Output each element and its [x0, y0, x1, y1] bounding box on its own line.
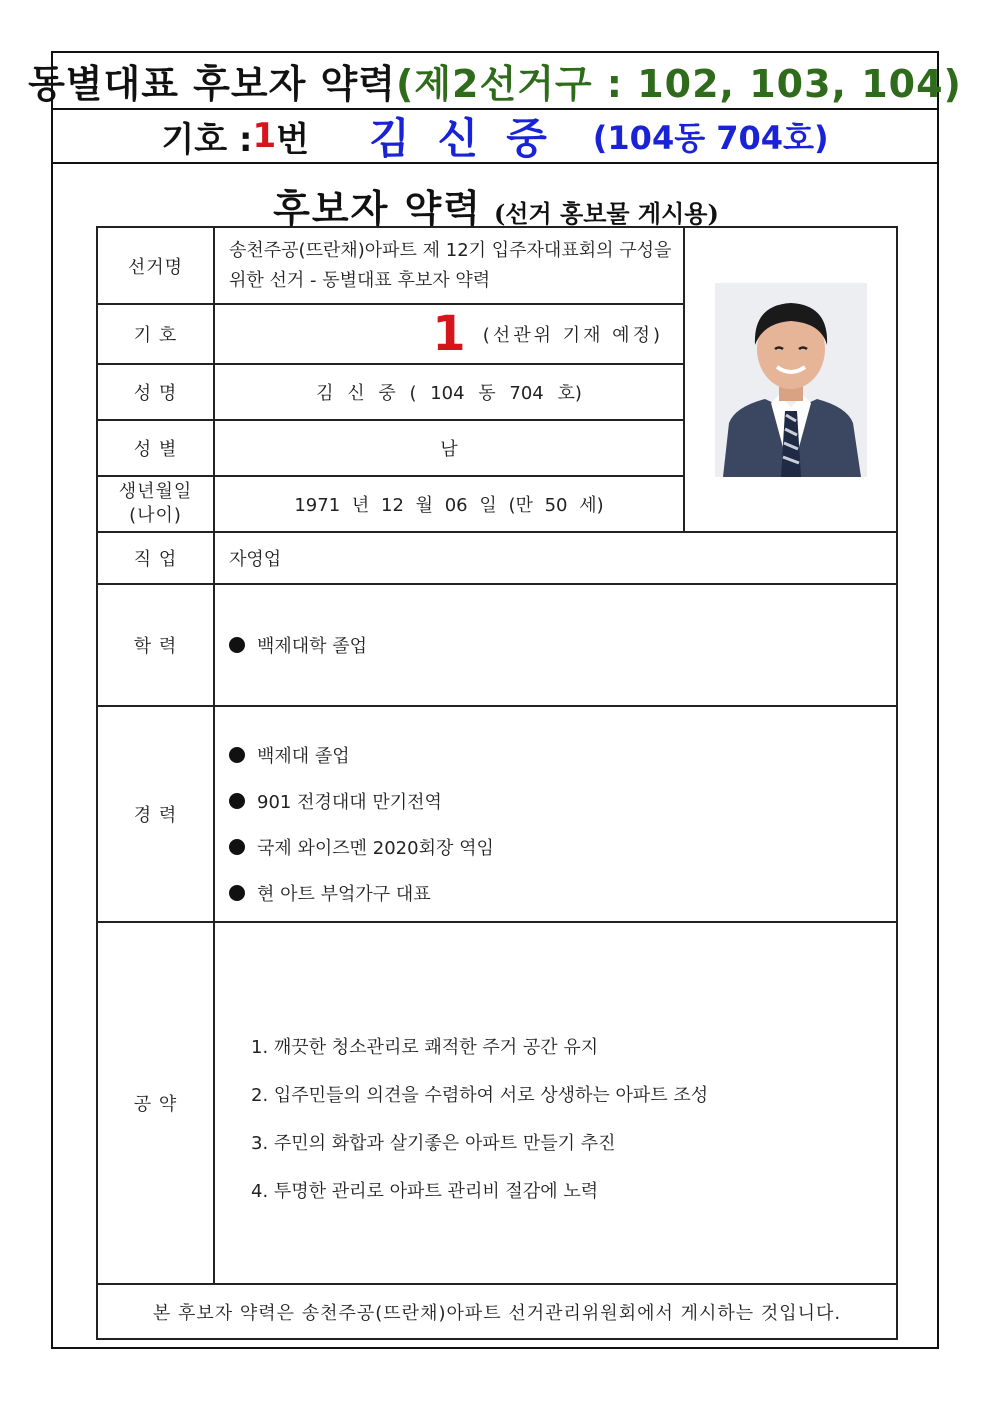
pledge-item: 4. 투명한 관리로 아파트 관리비 절감에 노력: [251, 1180, 599, 1202]
candidate-form: [96, 226, 898, 1340]
symbol-label: 기 호: [97, 304, 214, 364]
birth-label-line2: (나이): [129, 505, 182, 526]
candidate-photo: [715, 283, 867, 477]
pledge-item: 2. 입주민들의 의견을 수렴하여 서로 상생하는 아파트 조성: [251, 1084, 709, 1106]
job-value: 자영업: [214, 532, 897, 584]
symbol-prefix: 기호 :: [161, 119, 253, 160]
career-item: 국제 와이즈멘 2020회장 역임: [229, 834, 895, 860]
symbol-number: 1: [252, 116, 277, 156]
symbol-suffix: 번: [276, 119, 310, 160]
symbol-cell: [214, 304, 684, 364]
birth-value: 1971 년 12 월 06 일 (만 50 세): [214, 476, 684, 532]
header-title: [28, 53, 962, 110]
career-item: 901 전경대대 만기전역: [229, 788, 895, 814]
header-title-district: (제2선거구 : 102, 103, 104): [395, 62, 962, 106]
job-label: 직 업: [97, 532, 214, 584]
pledge-item: 3. 주민의 화합과 살기좋은 아파트 만들기 추진: [251, 1132, 616, 1154]
footer-note: 본 후보자 약력은 송천주공(뜨란채)아파트 선거관리위원회에서 게시하는 것입니다.: [97, 1284, 897, 1339]
document-title-sub: (선거 홍보물 게시용): [493, 199, 719, 228]
pledge-item: 1. 깨끗한 청소관리로 쾌적한 주거 공간 유지: [251, 1036, 599, 1058]
career-cell: [214, 706, 897, 922]
birth-label: [97, 476, 214, 532]
pledge-label: 공 약: [97, 922, 214, 1284]
name-value: 김 신 중 ( 104 동 704 호): [214, 364, 684, 420]
document-title: [0, 178, 992, 233]
career-label: 경 력: [97, 706, 214, 922]
document-title-main: 후보자 약력: [273, 186, 482, 231]
gender-label: 성 별: [97, 420, 214, 476]
bullet-dot: [229, 839, 245, 855]
career-item: 백제대 졸업: [229, 742, 895, 768]
candidate-unit: (104동 704호): [592, 119, 829, 157]
education-label: 학 력: [97, 584, 214, 706]
gender-value: 남: [214, 420, 684, 476]
bullet-dot: [229, 747, 245, 763]
career-item: 현 아트 부엌가구 대표: [229, 880, 895, 906]
name-label: 성 명: [97, 364, 214, 420]
bullet-dot: [229, 885, 245, 901]
header-candidate: [53, 110, 937, 164]
birth-label-line1: 생년월일: [118, 481, 193, 502]
candidate-name: 김신중: [369, 114, 575, 163]
education-item: 백제대학 졸업: [229, 632, 895, 658]
symbol-note: (선관위 기재 예정): [482, 325, 663, 346]
candidate-portrait-icon: [715, 283, 867, 477]
header-title-main: 동별대표 후보자 약력: [28, 62, 396, 106]
bullet-dot: [229, 793, 245, 809]
pledge-cell: [214, 922, 897, 1284]
election-label: 선거명: [97, 227, 214, 304]
election-value: 송천주공(뜨란채)아파트 제 12기 입주자대표회의 구성을 위한 선거 - 동별대표 후보자 약력: [214, 227, 684, 304]
symbol-value: 1: [432, 306, 466, 362]
bullet-dot: [229, 637, 245, 653]
photo-cell: [684, 227, 897, 532]
education-cell: [214, 584, 897, 706]
